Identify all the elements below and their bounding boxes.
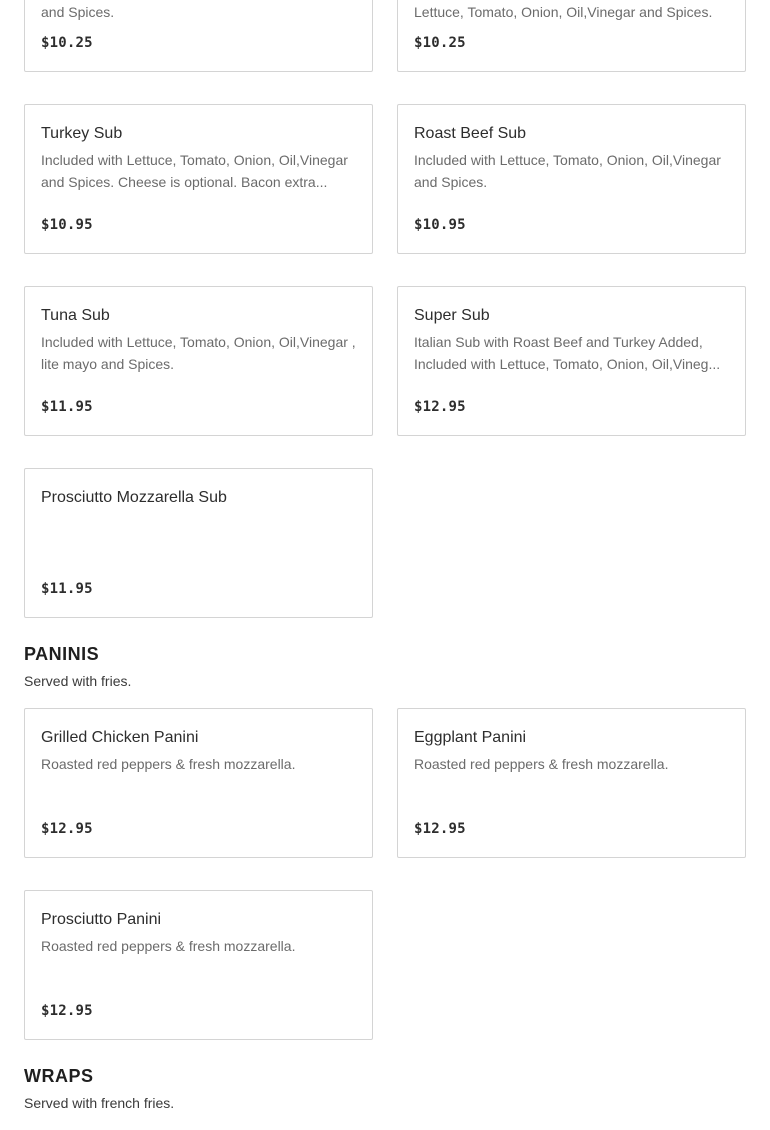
menu-item-name: Tuna Sub: [41, 307, 110, 324]
menu-item-name: Super Sub: [414, 307, 490, 324]
menu-item-price: $10.25: [41, 35, 93, 51]
menu-item-name: Eggplant Panini: [414, 729, 527, 746]
menu-item-price: $10.95: [414, 217, 466, 233]
section-title-wraps: WRAPS: [24, 1066, 94, 1086]
menu-item-price: $11.95: [41, 399, 93, 415]
menu-item-card[interactable]: [24, 286, 373, 436]
menu-item-name: Grilled Chicken Panini: [41, 729, 199, 746]
section-title-paninis: PANINIS: [24, 644, 100, 664]
menu-item-card[interactable]: [24, 0, 373, 72]
menu-item-name: Turkey Sub: [41, 125, 123, 142]
menu-item-description: and Spices.: [41, 4, 115, 20]
menu-item-card[interactable]: [24, 104, 373, 254]
menu-item-price: $11.95: [41, 581, 93, 597]
section-subtitle-wraps: Served with french fries.: [24, 1095, 175, 1111]
menu-item-description: Included with Lettuce, Tomato, Onion, Oil,Vinegar and Spices.: [414, 152, 721, 190]
section-subtitle-paninis: Served with fries.: [24, 673, 132, 689]
menu-item-card[interactable]: [397, 286, 746, 436]
menu-item-card[interactable]: [397, 0, 746, 72]
menu-item-description: [41, 513, 356, 557]
menu-item-name: Prosciutto Mozzarella Sub: [41, 489, 227, 506]
menu-item-card[interactable]: [24, 890, 373, 1040]
menu-item-description: Italian Sub with Roast Beef and Turkey Added, Included with Lettuce, Tomato, Onion, Oil,Vineg...: [414, 334, 721, 372]
menu-item-card[interactable]: [397, 104, 746, 254]
menu-item-name: Prosciutto Panini: [41, 911, 162, 928]
menu-item-card[interactable]: [24, 468, 373, 618]
menu-item-description: Roasted red peppers & fresh mozzarella.: [41, 756, 296, 772]
menu-item-description: Included with Lettuce, Tomato, Onion, Oil,Vinegar and Spices. Cheese is optional. Bacon extra...: [41, 152, 348, 190]
menu-item-price: $12.95: [414, 399, 466, 415]
menu-item-price: $10.25: [414, 35, 466, 51]
menu-item-price: $12.95: [41, 821, 93, 837]
menu-item-description: Roasted red peppers & fresh mozzarella.: [41, 938, 296, 954]
menu-item-price: $10.95: [41, 217, 93, 233]
menu-item-card[interactable]: [397, 708, 746, 858]
menu-item-price: $12.95: [41, 1003, 93, 1019]
menu-item-description: Lettuce, Tomato, Onion, Oil,Vinegar and Spices.: [414, 4, 713, 20]
menu-item-description: Roasted red peppers & fresh mozzarella.: [414, 756, 669, 772]
menu-item-name: Roast Beef Sub: [414, 125, 527, 142]
menu-item-card[interactable]: [24, 708, 373, 858]
menu-item-description: Included with Lettuce, Tomato, Onion, Oil,Vinegar , lite mayo and Spices.: [41, 334, 356, 372]
menu-item-price: $12.95: [414, 821, 466, 837]
